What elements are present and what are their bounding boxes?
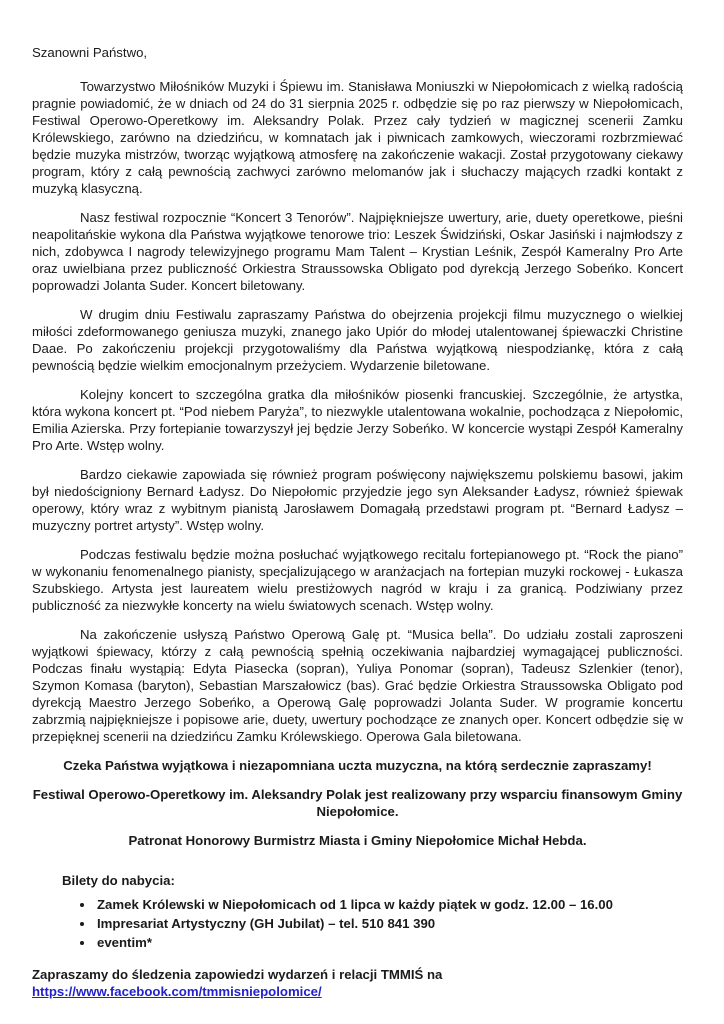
paragraph-bernard-ladysz: Bardzo ciekawie zapowiada się również program poświęcony największemu polskiemu basowi, jakim był niedościgniony Bernard Ładysz. Do Niepołomic przyjedzie jego syn Aleksander Ładysz, również śpiewak operowy, który wraz z wybitnym pianistą Jarosławem Domagałą przedstawi program pt. “Bernard Ładysz – muzyczny portret artysty”. Wstęp wolny. <box>32 467 683 533</box>
paragraph-festival-announcement: Towarzystwo Miłośników Muzyki i Śpiewu im. Stanisława Moniuszki w Niepołomicach z wielką radością pragnie powiadomić, że w dniach od 24 do 31 sierpnia 2025 r. odbędzie się po raz pierwszy w Niepołomicach, Festiwal Operowo-Operetkowy im. Aleksandry Polak. Przez cały tydzień w magicznej scenerii Zamku Królewskiego, zarówno na dziedzińcu, w komnatach jak i piwnicach zamkowych, wieczorami rozbrzmiewać będzie muzyka mistrzów, tworząc wyjątkową atmosferę na zakończenie wakacji. Został przygotowany ciekawy program, który z całą pewnością zachwyci zarówno melomanów jak i słuchaczy mających rzadki kontakt z muzyką klasyczną. <box>32 79 683 196</box>
paragraph-rock-the-piano: Podczas festiwalu będzie można posłuchać wyjątkowego recitalu fortepianowego pt. “Rock the piano” w wykonaniu fenomenalnego pianisty, specjalizującego w aranżacjach na fortepian muzyki rockowej - Łukasza Szubskiego. Artysta jest laureatem wielu prestiżowych nagród w kraju i za granicą. Podziwiany przez publiczność za niezwykłe koncerty na wielu światowych scenach. Wstęp wolny. <box>32 547 683 613</box>
tickets-list <box>32 896 683 951</box>
ticket-item-zamek: • Zamek Królewski w Niepołomicach od 1 lipca w każdy piątek w godz. 12.00 – 16.00 <box>95 896 683 913</box>
paragraph-koncert-3-tenorow: Nasz festiwal rozpocznie “Koncert 3 Tenorów”. Najpiękniejsze uwertury, arie, duety operetkowe, pieśni neapolitańskie wykona dla Państwa wyjątkowe tenorowe trio: Leszek Świdziński, Oskar Jasiński i najmłodszy z nich, zdobywca I nagrody telewizyjnego programu Mam Talent – Krystian Leśnik, Zespół Kameralny Pro Arte oraz uwielbiana przez publiczność Orkiestra Straussowska Obligato pod dyrekcją Jerzego Sobeńko. Koncert poprowadzi Jolanta Suder. Koncert biletowany. <box>32 210 683 293</box>
highlight-invitation: Czeka Państwa wyjątkowa i niezapomniana uczta muzyczna, na którą serdecznie zapraszamy! <box>63 758 652 773</box>
tickets-section <box>32 872 683 951</box>
ticket-item-eventim: • eventim* <box>95 934 683 951</box>
highlight-patronage: Patronat Honorowy Burmistrz Miasta i Gminy Niepołomice Michał Hebda. <box>128 833 587 848</box>
ticket-item-impresariat: • Impresariat Artystyczny (GH Jubilat) – tel. 510 841 390 <box>95 915 683 932</box>
facebook-link[interactable]: https://www.facebook.com/tmmisniepolomice/ <box>32 984 322 999</box>
tickets-heading: Bilety do nabycia: <box>62 873 175 888</box>
highlights-block <box>32 757 683 849</box>
footer-note <box>32 966 683 1000</box>
highlight-funding: Festiwal Operowo-Operetkowy im. Aleksandry Polak jest realizowany przy wsparciu finansowym Gminy Niepołomice. <box>32 787 683 819</box>
paragraph-operowa-gala: Na zakończenie usłyszą Państwo Operową Galę pt. “Musica bella”. Do udziału zostali zaproszeni wyjątkowi śpiewacy, którzy z całą pewnością spełnią oczekiwania najbardziej wymagającej publiczności. Podczas finału wystąpią: Edyta Piasecka (sopran), Yuliya Ponomar (sopran), Tadeusz Szlenkier (tenor), Szymon Komasa (baryton), Sebastian Marszałowicz (bas). Grać będzie Orkiestra Straussowska Obligato pod dyrekcją Maestro Jerzego Sobeńko, a Operową Galę poprowadzi Jolanta Suder. W programie koncertu zabrzmią najpiękniejsze i popisowe arie, duety, uwertury pochodzące ze znanych oper. Koncert odbędzie się w przepięknej scenerii na dziedzińcu Zamku Królewskiego. Operowa Gala biletowana. <box>32 627 683 744</box>
paragraph-pod-niebem-paryza: Kolejny koncert to szczególna gratka dla miłośników piosenki francuskiej. Szczególnie, że artystka, która wykona koncert pt. “Pod niebem Paryża”, to niezwykle utalentowana wokalnie, pochodząca z Niepołomic, Emilia Azierska. Przy fortepianie towarzyszył jej będzie Jerzy Sobeńko. W koncercie wystąpi Zespół Kameralny Pro Arte. Wstęp wolny. <box>32 387 683 453</box>
paragraph-film-upior: W drugim dniu Festiwalu zapraszamy Państwa do obejrzenia projekcji filmu muzycznego o wielkiej miłości zdeformowanego geniusza muzyki, znanego jako Upiór do młodej utalentowanej śpiewaczki Christine Daae. Po zakończeniu projekcji przygotowaliśmy dla Państwa wyjątkową niespodziankę, która z całą pewnością będzie wielkim emocjonalnym przeżyciem. Wydarzenie biletowane. <box>32 307 683 373</box>
footer-text: Zapraszamy do śledzenia zapowiedzi wydarzeń i relacji TMMIŚ na <box>32 967 443 982</box>
salutation: Szanowni Państwo, <box>32 45 148 60</box>
